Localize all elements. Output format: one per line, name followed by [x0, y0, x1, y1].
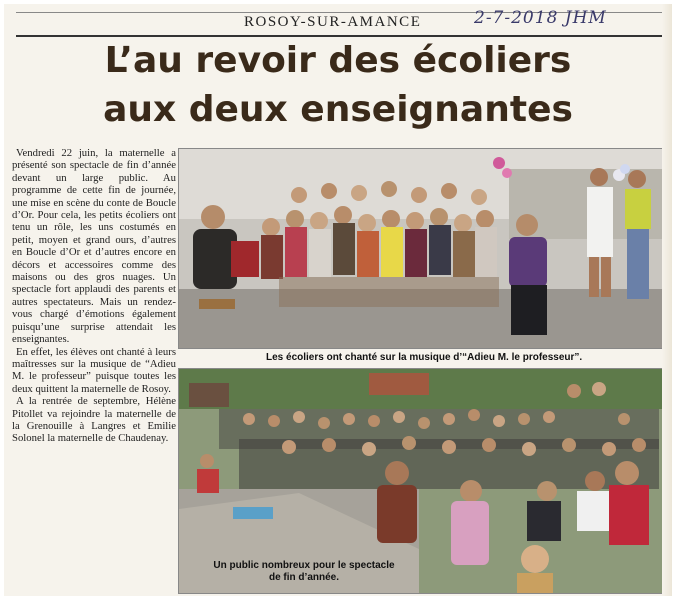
- photo2-caption-line2: de fin d’année.: [268, 572, 339, 583]
- paragraph-3: A la rentrée de septembre, Hélène Pitollet va rejoindre la maternelle de la Grenouille à Langres et Emilie Solonel la maternelle de Chaudenay.: [12, 395, 176, 445]
- handwritten-date: 2-7-2018 JHM: [474, 8, 607, 28]
- photo2-caption-line1: Un public nombreux pour le spectacle: [213, 560, 395, 571]
- children-photo-image: [179, 149, 662, 348]
- article-title-line2: aux deux enseignantes: [103, 89, 573, 130]
- photo1-caption: Les écoliers ont chanté sur la musique d’“Adieu M. le professeur”.: [266, 352, 583, 363]
- paragraph-2: En effet, les élèves ont chanté à leurs maîtresses sur la musique de “Adieu M. le professeur” puisque toutes les deux quittent la maternelle de Rosoy.: [12, 345, 176, 395]
- article-body: [12, 147, 176, 445]
- article-title-line1: L’au revoir des écoliers: [104, 40, 572, 81]
- town-header: ROSOY-SUR-AMANCE: [244, 14, 422, 30]
- photo-children-singing: [178, 148, 663, 349]
- paragraph-1: Vendredi 22 juin, la maternelle a présenté son spectacle de fin d’année devant un large public. Au programme de cette fin de journée, une mise en scène du conte de Boucle d’Or. Pour cela, les petits écoliers ont tenu un rôle, les uns costumés en petit, moyen et grand ours, d’autres en Boucle d’Or et d’autres encore en décors et accessoires comme des maisons ou des gros nuages. Un spectacle fort applaudi des parents et autres spectateurs. Mais un rendez-vous chargé d’émotions également puisqu’une surprise attendait les enseignantes.: [12, 147, 176, 346]
- photo2-caption: [190, 560, 418, 584]
- newspaper-clipping: [4, 4, 672, 596]
